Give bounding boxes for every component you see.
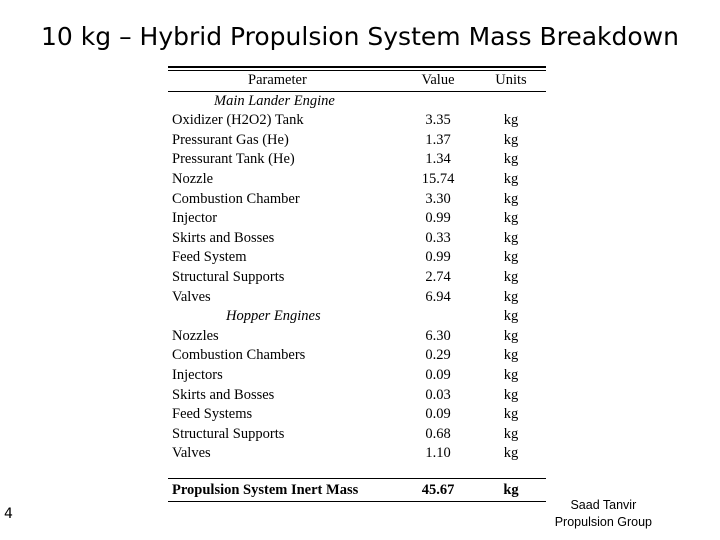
- cell-parameter: Skirts and Bosses: [172, 386, 275, 403]
- footer-author: [555, 497, 652, 531]
- cell-parameter: Feed System: [172, 249, 247, 266]
- header-units: Units: [495, 72, 527, 88]
- cell-value: 3.35: [425, 112, 451, 129]
- mass-breakdown-table: [168, 66, 546, 502]
- author-name: Saad Tanvir: [570, 498, 637, 512]
- section-title: Hopper Engines: [226, 308, 321, 325]
- cell-units: kg: [503, 249, 519, 266]
- header-parameter: Parameter: [248, 72, 307, 88]
- cell-value: 1.10: [425, 445, 451, 462]
- cell-value: 15.74: [421, 170, 455, 187]
- table-row: [168, 131, 546, 151]
- cell-parameter: Injector: [172, 210, 218, 227]
- cell-units: kg: [503, 366, 519, 383]
- table-row: [168, 248, 546, 268]
- cell-units: kg: [503, 327, 519, 344]
- cell-value: 0.03: [425, 386, 451, 403]
- cell-parameter: Nozzles: [172, 327, 219, 344]
- table-row: [168, 386, 546, 406]
- section-units: kg: [503, 308, 519, 325]
- cell-value: 0.09: [425, 366, 451, 383]
- total-units: kg: [503, 481, 519, 498]
- page-number: 4: [4, 506, 13, 522]
- cell-parameter: Skirts and Bosses: [172, 229, 275, 246]
- section-heading-hopper-engines: [168, 307, 546, 327]
- cell-parameter: Valves: [172, 445, 211, 462]
- cell-units: kg: [503, 170, 519, 187]
- cell-value: 1.37: [425, 131, 451, 148]
- slide-title: 10 kg – Hybrid Propulsion System Mass Breakdown: [41, 22, 679, 51]
- cell-parameter: Structural Supports: [172, 425, 285, 442]
- cell-units: kg: [503, 347, 519, 364]
- cell-units: kg: [503, 112, 519, 129]
- cell-parameter: Oxidizer (H2O2) Tank: [172, 112, 304, 129]
- cell-units: kg: [503, 445, 519, 462]
- cell-parameter: Pressurant Gas (He): [172, 131, 289, 148]
- table-row: [168, 288, 546, 308]
- table-row: [168, 170, 546, 190]
- cell-units: kg: [503, 151, 519, 168]
- cell-value: 1.34: [425, 151, 451, 168]
- cell-units: kg: [503, 210, 519, 227]
- cell-value: 0.09: [425, 406, 451, 423]
- author-group: Propulsion Group: [554, 515, 652, 529]
- table-row: [168, 405, 546, 425]
- cell-parameter: Nozzle: [172, 170, 214, 187]
- cell-value: 3.30: [425, 190, 451, 207]
- cell-units: kg: [503, 406, 519, 423]
- cell-value: 6.94: [425, 288, 451, 305]
- table-row: [168, 346, 546, 366]
- cell-parameter: Injectors: [172, 366, 223, 383]
- cell-units: kg: [503, 268, 519, 285]
- total-row: [168, 479, 546, 501]
- total-parameter: Propulsion System Inert Mass: [172, 481, 359, 498]
- cell-units: kg: [503, 229, 519, 246]
- cell-units: kg: [503, 190, 519, 207]
- table-row: [168, 150, 546, 170]
- table-row: [168, 111, 546, 131]
- cell-parameter: Pressurant Tank (He): [172, 151, 295, 168]
- section-title: Main Lander Engine: [214, 92, 335, 109]
- cell-parameter: Feed Systems: [172, 406, 253, 423]
- cell-parameter: Valves: [172, 288, 211, 305]
- main-lander-engine-rows: [168, 111, 546, 307]
- cell-parameter: Structural Supports: [172, 268, 285, 285]
- cell-parameter: Combustion Chambers: [172, 347, 306, 364]
- table-row: [168, 190, 546, 210]
- cell-value: 0.29: [425, 347, 451, 364]
- cell-parameter: Combustion Chamber: [172, 190, 300, 207]
- cell-units: kg: [503, 288, 519, 305]
- cell-value: 0.99: [425, 210, 451, 227]
- table-row: [168, 425, 546, 445]
- cell-value: 2.74: [425, 268, 451, 285]
- table-row: [168, 444, 546, 464]
- cell-value: 0.33: [425, 229, 451, 246]
- header-value: Value: [421, 72, 455, 88]
- total-value: 45.67: [421, 481, 455, 498]
- cell-units: kg: [503, 131, 519, 148]
- cell-value: 6.30: [425, 327, 451, 344]
- table-row: [168, 268, 546, 288]
- table-row: [168, 209, 546, 229]
- cell-units: kg: [503, 425, 519, 442]
- section-heading-main-lander-engine: [168, 92, 546, 112]
- table-row: [168, 327, 546, 347]
- cell-value: 0.68: [425, 425, 451, 442]
- hopper-engines-rows: [168, 327, 546, 464]
- table-row: [168, 366, 546, 386]
- table-header-row: [168, 71, 546, 91]
- cell-units: kg: [503, 386, 519, 403]
- cell-value: 0.99: [425, 249, 451, 266]
- table-bottom-rule: [168, 501, 546, 502]
- table-row: [168, 229, 546, 249]
